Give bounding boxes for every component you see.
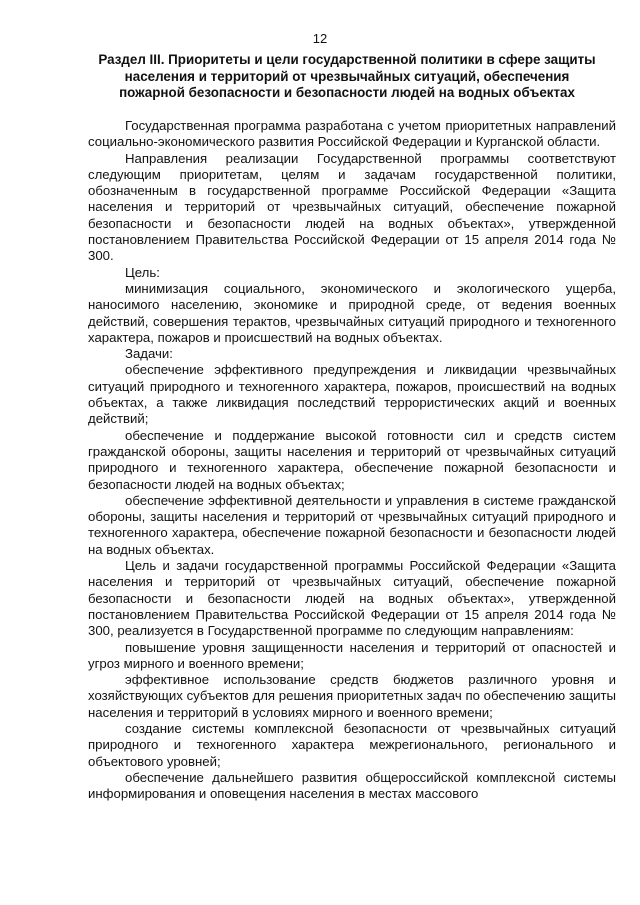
label-tasks: Задачи: (125, 346, 173, 362)
paragraph-intro: Государственная программа разработана с учетом приоритетных направлений социально-экономического развития Российской Федерации и Курганской области. (88, 118, 616, 150)
section-heading-line: Раздел III. Приоритеты и цели государственной политики в сфере защиты (98, 52, 596, 67)
paragraph-direction-item: эффективное использование средств бюджетов различного уровня и хозяйствующих субъектов для решения приоритетных задач по обеспечению защиты населения и территорий в условиях мирного и военного времени; (88, 672, 616, 720)
paragraph-task: обеспечение эффективного предупреждения и ликвидации чрезвычайных ситуаций природного и техногенного характера, пожаров, происшествий на водных объектах, а также ликвидация последствий террористических акций и военных действий; (88, 362, 616, 427)
body-text (88, 118, 616, 802)
page-number: 12 (312, 31, 328, 46)
paragraph-goal: минимизация социального, экономического и экологического ущерба, наносимого населению, экономике и природной среде, от ведения военных действий, совершения терактов, чрезвычайных ситуаций природного и техногенного характера, пожаров и происшествий на водных объектах. (88, 280, 616, 345)
paragraph-directions: Направления реализации Государственной программы соответствуют следующим приоритетам, целям и задачам государственной политики, обозначенным в государственной программе Российской Федерации «Защита населения и территорий от чрезвычайных ситуаций, обеспечение пожарной безопасности и безопасности людей на водных объектах», утвержденной постановлением Правительства Российской Федерации от 15 апреля 2014 года № 300. (88, 150, 616, 264)
label-goal: Цель: (125, 264, 160, 280)
section-heading-line: населения и территорий от чрезвычайных ситуаций, обеспечения (124, 68, 570, 84)
section-heading-line: пожарной безопасности и безопасности людей на водных объектах (119, 85, 575, 100)
paragraph-direction-item: создание системы комплексной безопасности от чрезвычайных ситуаций природного и техногенного характера межрегионального, регионального и объектового уровней; (88, 720, 616, 769)
paragraph-direction-item: обеспечение дальнейшего развития общероссийской комплексной системы информирования и оповещения населения в местах массового (88, 769, 616, 802)
section-heading (82, 52, 612, 102)
paragraph-implementation: Цель и задачи государственной программы Российской Федерации «Защита населения и территорий от чрезвычайных ситуаций, обеспечение пожарной безопасности и безопасности людей на водных объектах», утвержденной постановлением Правительства Российской Федерации от 15 апреля 2014 года № 300, реализуется в Государственной программе по следующим направлениям: (88, 558, 616, 639)
paragraph-task: обеспечение и поддержание высокой готовности сил и средств систем гражданской обороны, защиты населения и территорий от чрезвычайных ситуаций природного и техногенного характера, обеспечение пожарной безопасности и безопасности людей на водных объектах; (88, 427, 616, 492)
paragraph-task: обеспечение эффективной деятельности и управления в системе гражданской обороны, защиты населения и территорий от чрезвычайных ситуаций природного и техногенного характера, обеспечение пожарной безопасности и безопасности людей на водных объектах. (88, 492, 616, 557)
paragraph-direction-item: повышение уровня защищенности населения и территорий от опасностей и угроз мирного и военного времени; (88, 639, 616, 671)
